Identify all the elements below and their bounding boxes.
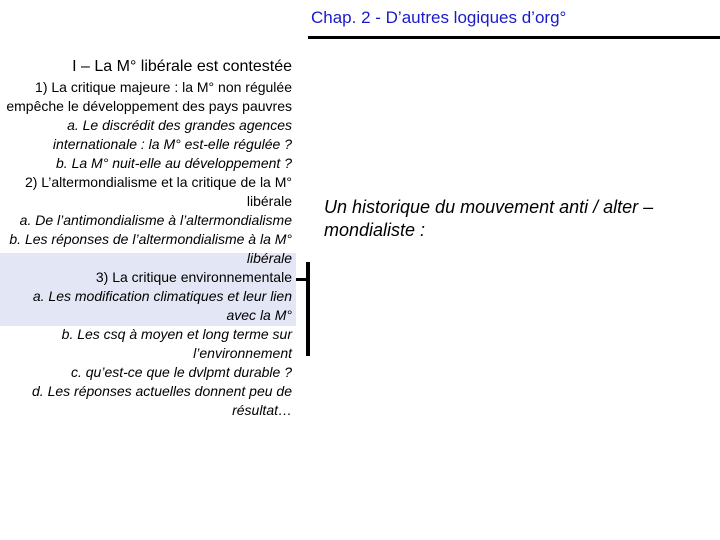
- outline-heading-2: 3) La critique environnementale: [95, 269, 292, 285]
- title-underline: [308, 36, 720, 39]
- outline-item: a. Les modification climatiques et leur lien avec la M°: [32, 288, 292, 323]
- timeline-connector: [296, 278, 308, 281]
- outline-heading-2-current: 2) L’altermondialisme et la critique de la M° libérale: [24, 174, 292, 209]
- outline-item: c. qu’est-ce que le dvlpmt durable ?: [70, 364, 292, 380]
- outline-item: b. Les réponses de l’altermondialisme à la M° libérale: [9, 231, 292, 266]
- outline-heading-2: 1) La critique majeure : la M° non régulée empêche le développement des pays pauvres: [6, 79, 292, 114]
- outline-item: b. Les csq à moyen et long terme sur l’environnement: [61, 326, 292, 361]
- outline-item: d. Les réponses actuelles donnent peu de résultat…: [32, 383, 292, 418]
- outline-item-current: a. De l’antimondialisme à l’altermondialisme: [19, 212, 292, 228]
- outline-item: a. Le discrédit des grandes agences internationale : la M° est-elle régulée ?: [52, 117, 292, 152]
- outline-heading-1: I – La M° libérale est contestée: [72, 58, 292, 75]
- slide-title: Chap. 2 - D’autres logiques d’org°: [311, 8, 567, 27]
- outline-sidebar: [0, 56, 292, 420]
- main-content-text: Un historique du mouvement anti / alter – mondialiste :: [324, 197, 654, 240]
- outline-item: b. La M° nuit-elle au développement ?: [56, 155, 292, 171]
- timeline-vertical-line: [306, 262, 310, 356]
